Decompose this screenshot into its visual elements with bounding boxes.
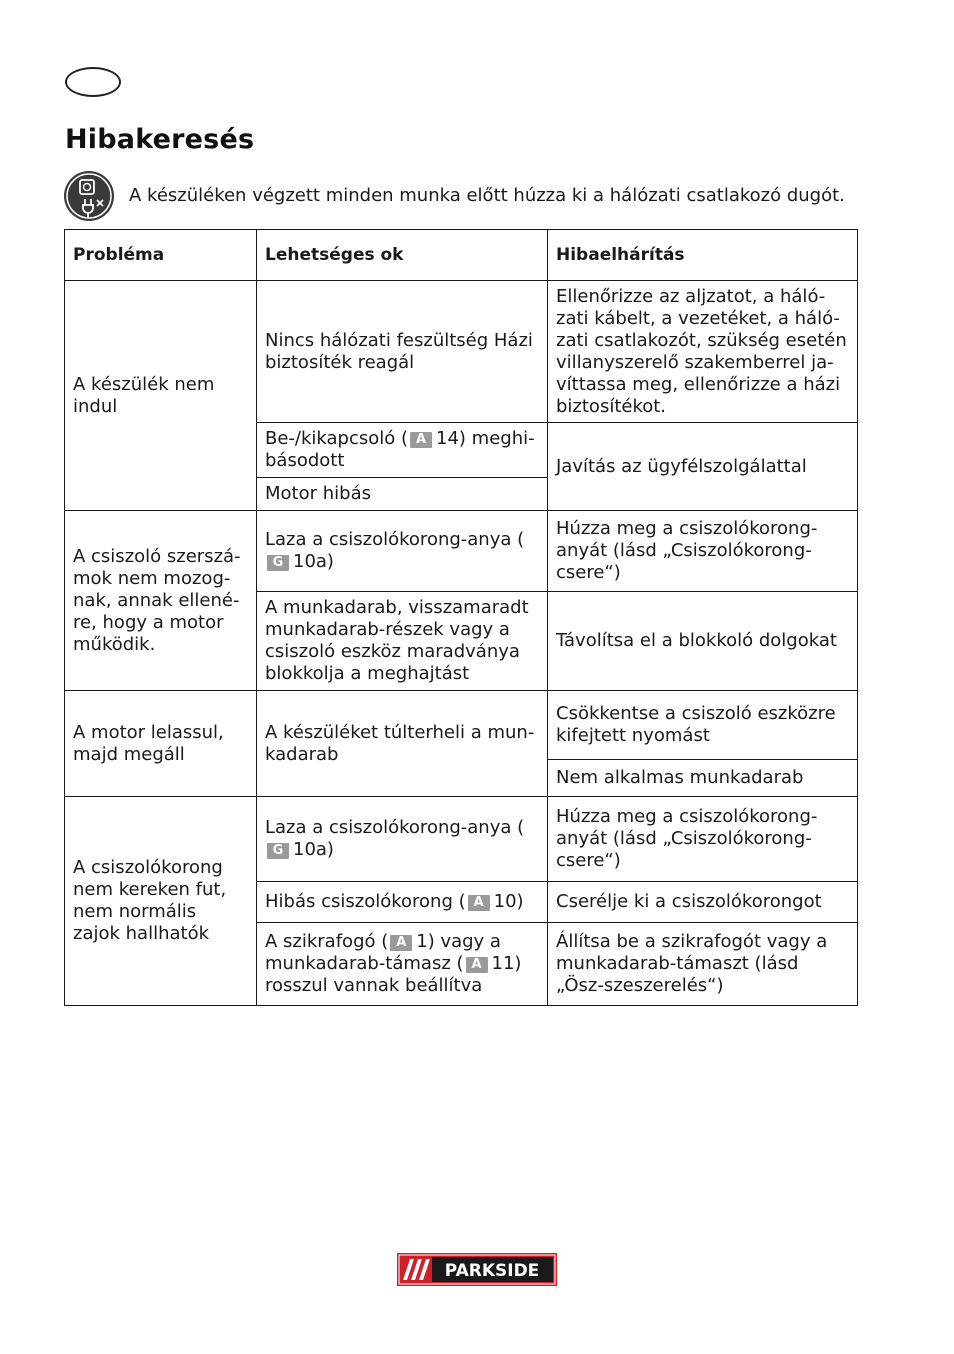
- problem-cell: A készülék nem indul: [65, 281, 257, 511]
- cause-cell: [257, 511, 548, 592]
- header-cause: Lehetséges ok: [257, 230, 548, 281]
- cause-cell: A munkadarab, visszamaradt munkadarab-részek vagy a csiszoló eszköz maradványa blokkolja a meghajtást: [257, 592, 548, 691]
- table-row: [65, 797, 858, 882]
- cause-text: Laza a csiszolókorong-anya (: [265, 529, 525, 550]
- troubleshooting-table: [64, 229, 858, 1006]
- problem-cell: A csiszoló szerszá-mok nem mozog-nak, annak ellené-re, hogy a motor működik.: [65, 511, 257, 691]
- cause-cell: Motor hibás: [257, 478, 548, 511]
- figure-ref-badge: A: [468, 895, 490, 911]
- language-badge: [65, 67, 121, 97]
- table-row: [65, 511, 858, 592]
- fix-cell: Nem alkalmas munkadarab: [548, 760, 858, 797]
- figure-ref-badge: A: [466, 957, 488, 973]
- table-header-row: [65, 230, 858, 281]
- cause-cell: [257, 423, 548, 478]
- logo-text: PARKSIDE: [444, 1261, 540, 1281]
- fix-cell: Húzza meg a csiszolókorong-anyát (lásd „Csiszolókorong-csere“): [548, 511, 858, 592]
- figure-ref-badge: G: [267, 843, 289, 859]
- cause-text: 1) vagy a munkadarab-támasz (: [265, 931, 501, 974]
- cause-text: 10a): [293, 839, 334, 860]
- fix-cell: Húzza meg a csiszolókorong-anyát (lásd „Csiszolókorong-csere“): [548, 797, 858, 882]
- cause-cell: A készüléket túlterheli a mun-kadarab: [257, 691, 548, 797]
- cause-cell: [257, 923, 548, 1006]
- cause-text: A szikrafogó (: [265, 931, 389, 952]
- cause-text: Laza a csiszolókorong-anya (: [265, 817, 525, 838]
- cause-text: 11) rosszul vannak beállítva: [265, 953, 522, 996]
- parkside-logo: [397, 1253, 557, 1286]
- cause-text: Be-/kikapcsoló (: [265, 428, 409, 449]
- cause-cell: [257, 882, 548, 923]
- figure-ref-badge: A: [410, 432, 432, 448]
- cause-text: 10): [493, 891, 524, 912]
- fix-cell: Cserélje ki a csiszolókorongot: [548, 882, 858, 923]
- unplug-icon: [63, 170, 115, 222]
- header-fix: Hibaelhárítás: [548, 230, 858, 281]
- fix-cell: Állítsa be a szikrafogót vagy a munkadarab-támaszt (lásd „Ösz-szeszerelés“): [548, 923, 858, 1006]
- cause-cell: Nincs hálózati feszültség Házi biztosíték reagál: [257, 281, 548, 423]
- figure-ref-badge: A: [390, 935, 412, 951]
- fix-cell: Távolítsa el a blokkoló dolgokat: [548, 592, 858, 691]
- cause-text: Hibás csiszolókorong (: [265, 891, 466, 912]
- cause-text: 14) meghi-básodott: [265, 428, 535, 471]
- fix-cell: Javítás az ügyfélszolgálattal: [548, 423, 858, 511]
- problem-cell: A motor lelassul, majd megáll: [65, 691, 257, 797]
- table-row: [65, 281, 858, 423]
- fix-cell: Ellenőrizze az aljzatot, a háló-zati kábelt, a vezetéket, a háló-zati csatlakozót, szükség esetén villanyszerelő szakemberrel ja-víttassa meg, ellenőrizze a házi biztosítékot.: [548, 281, 858, 423]
- cause-text: 10a): [293, 551, 334, 572]
- page-title: Hibakeresés: [65, 124, 255, 155]
- cause-cell: [257, 797, 548, 882]
- figure-ref-badge: G: [267, 555, 289, 571]
- header-problem: Probléma: [65, 230, 257, 281]
- table-row: [65, 691, 858, 760]
- warning-text: A készüléken végzett minden munka előtt húzza ki a hálózati csatlakozó dugót.: [129, 185, 845, 206]
- fix-cell: Csökkentse a csiszoló eszközre kifejtett nyomást: [548, 691, 858, 760]
- problem-cell: A csiszolókorong nem kereken fut, nem normális zajok hallhatók: [65, 797, 257, 1006]
